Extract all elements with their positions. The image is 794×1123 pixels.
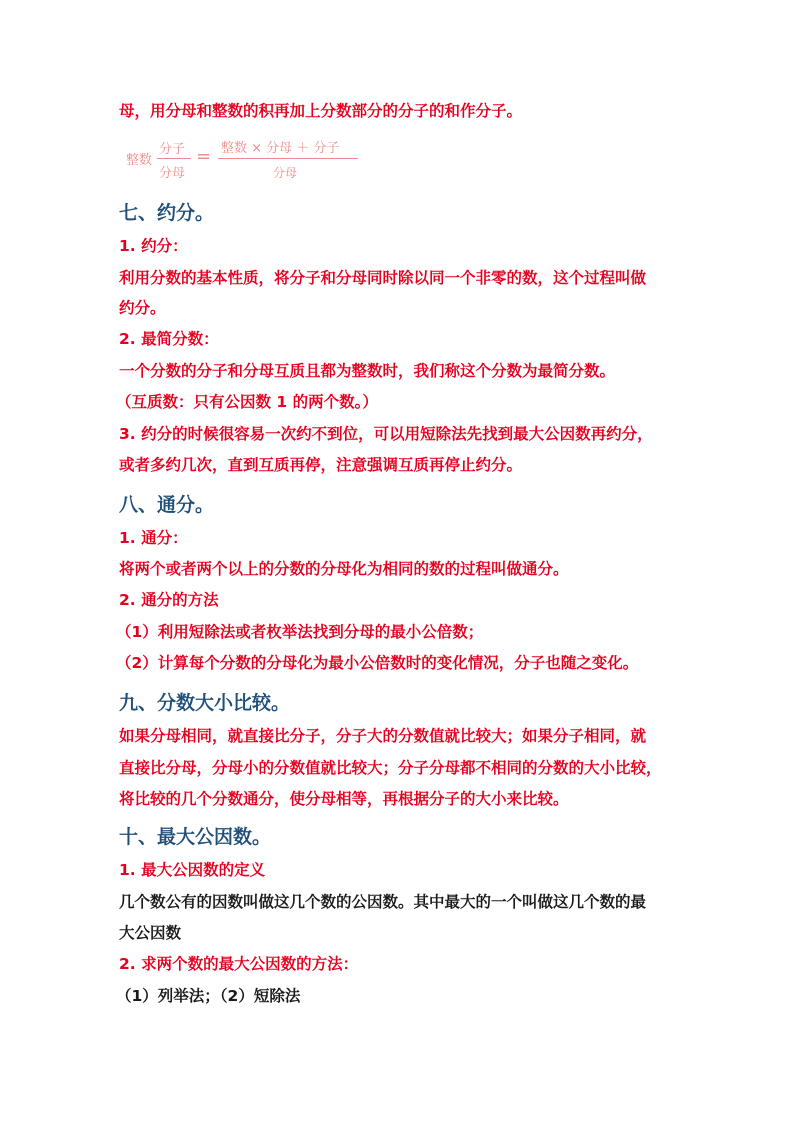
- section-heading-common-denominator: 八、通分。: [119, 494, 215, 516]
- sec10-methods: （1）列举法；（2）短除法: [116, 987, 301, 1005]
- sec10-text: 几个数公有的因数叫做这几个数的公因数。其中最大的一个叫做这几个数的最: [119, 893, 647, 911]
- sec9-text: 将比较的几个分数通分，使分母相等，再根据分子的大小来比较。: [119, 790, 569, 808]
- sec10-text: 大公因数: [119, 924, 182, 942]
- sec7-label-1: 1. 约分：: [119, 237, 188, 255]
- mixed-number-formula: [126, 134, 366, 184]
- formula-fraction-bar: [157, 158, 191, 159]
- formula-rhs-denominator: 分母: [273, 166, 298, 180]
- sec7-text: 3. 约分的时候很容易一次约不到位，可以用短除法先找到最大公因数再约分，: [119, 425, 653, 443]
- sec10-label-1: 1. 最大公因数的定义: [119, 861, 266, 879]
- sec7-note: （互质数：只有公因数 1 的两个数。）: [116, 393, 378, 411]
- sec8-label-2: 2. 通分的方法: [119, 591, 219, 609]
- sec8-text: 将两个或者两个以上的分数的分母化为相同的数的过程叫做通分。: [119, 560, 569, 578]
- intro-text: 母，用分母和整数的积再加上分数部分的分子的和作分子。: [119, 102, 523, 120]
- formula-whole: 整数: [126, 153, 153, 168]
- sec7-text: 利用分数的基本性质，将分子和分母同时除以同一个非零的数，这个过程叫做: [119, 269, 647, 287]
- formula-equals: =: [196, 146, 212, 167]
- sec8-label-1: 1. 通分：: [119, 529, 188, 547]
- formula-fraction-denominator: 分母: [159, 166, 186, 181]
- sec7-label-2: 2. 最简分数：: [119, 330, 219, 348]
- sec8-item: （1）利用短除法或者枚举法找到分母的最小公倍数；: [116, 623, 484, 641]
- sec7-text: 一个分数的分子和分母互质且都为整数时，我们称这个分数为最简分数。: [119, 362, 616, 380]
- section-heading-gcd: 十、最大公因数。: [119, 826, 272, 848]
- formula-rhs-bar: [218, 158, 358, 159]
- sec9-text: 直接比分母，分母小的分数值就比较大；分子分母都不相同的分数的大小比较，: [119, 759, 662, 777]
- section-heading-fraction-comparison: 九、分数大小比较。: [119, 692, 291, 714]
- formula-fraction-numerator: 分子: [159, 142, 186, 157]
- sec10-label-2: 2. 求两个数的最大公因数的方法：: [119, 955, 359, 973]
- section-heading-reduction: 七、约分。: [119, 202, 215, 224]
- sec8-item: （2）计算每个分数的分母化为最小公倍数时的变化情况，分子也随之变化。: [116, 654, 639, 672]
- sec7-text: 约分。: [119, 299, 166, 317]
- sec9-text: 如果分母相同，就直接比分子，分子大的分数值就比较大；如果分子相同，就: [119, 727, 647, 745]
- sec7-text: 或者多约几次，直到互质再停，注意强调互质再停止约分。: [119, 456, 523, 474]
- formula-rhs-numerator: 整数 × 分母 ＋ 分子: [221, 141, 340, 156]
